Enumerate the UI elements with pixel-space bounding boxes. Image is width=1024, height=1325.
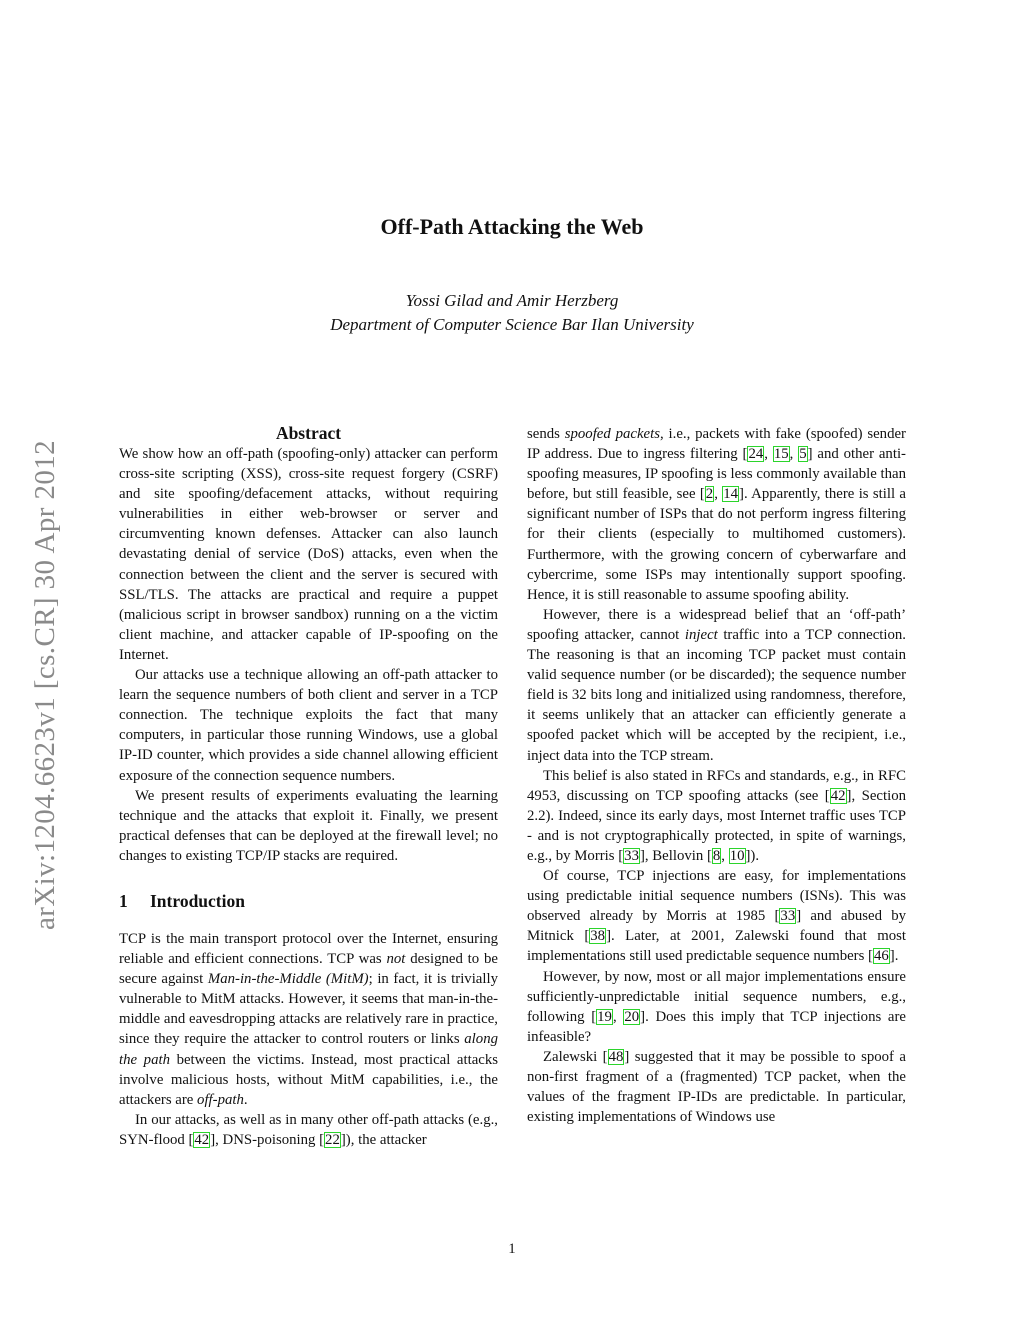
affiliation: Department of Computer Science Bar Ilan University	[330, 315, 694, 334]
citation-link[interactable]: 24	[748, 446, 764, 463]
arxiv-stamp: arXiv:1204.6623v1 [cs.CR] 30 Apr 2012	[29, 439, 61, 930]
right-column	[527, 424, 906, 1127]
body-paragraph-2: However, there is a widespread belief that an ‘off-path’ spoofing attacker, cannot inject traffic into a TCP connection. The reasoning is that an incoming TCP packet must contain valid sequence number (or be discarded); the sequence number field is 32 bits long and initialized using randomness, therefore, it seems unlikely that an attacker can efficiently generate a spoofed packet which will be accepted by the recipient, i.e., inject data into the TCP stream.	[527, 606, 906, 764]
author-block	[0, 289, 1024, 337]
citation-link[interactable]: 33	[624, 847, 639, 864]
page-number: 1	[508, 1241, 516, 1257]
section-heading-introduction	[119, 890, 498, 912]
citation-link[interactable]: 42	[830, 787, 846, 804]
citation-link[interactable]: 19	[597, 1008, 612, 1025]
citation-link[interactable]: 5	[799, 446, 807, 463]
body-paragraph-4: Of course, TCP injections are easy, for implementations using predictable initial sequence numbers (ISNs). This was observed already by Morris at 1985 [33] and abused by Mitnick [38]. Later, at 2001, Zalewski found that most implementations still used predictable sequence numbers [46].	[527, 868, 906, 965]
citation-link[interactable]: 8	[712, 847, 721, 864]
body-paragraph-1: sends spoofed packets, i.e., packets with fake (spoofed) sender IP address. Due to ingress filtering [24, 15, 5] and other anti-spoofing measures, IP spoofing is less commonly available than before, but still feasible, see [2, 14]. Apparently, there is still a significant number of ISPs that do not perform ingress filtering for their clients (especially to multihomed customers). Furthermore, with the growing concern of cyberwarfare and cybercrime, some ISPs may intentionally support spoofing. Hence, it is still reasonable to assume spoofing ability.	[527, 426, 906, 603]
body-paragraph-5: However, by now, most or all major implementations ensure sufficiently-unpredictable initial sequence numbers, e.g., following [19, 20]. Does this imply that TCP injections are infeasible?	[527, 968, 906, 1045]
citation-link[interactable]: 20	[624, 1008, 640, 1025]
abstract-paragraph-3: We present results of experiments evaluating the learning technique and the attacks that exploit it. Finally, we present practical defenses that can be deployed at the firewall level; no changes to existing TCP/IP stacks are required.	[119, 787, 498, 864]
citation-link[interactable]: 15	[773, 446, 789, 463]
citation-link[interactable]: 48	[608, 1048, 624, 1065]
citation-link[interactable]: 46	[874, 948, 889, 965]
section-title: Introduction	[150, 890, 245, 911]
citation-link[interactable]: 2	[705, 486, 714, 503]
left-column	[119, 422, 498, 1150]
intro-paragraph-2: In our attacks, as well as in many other off-path attacks (e.g., SYN-flood [42], DNS-poisoning [22]), the attacker	[119, 1111, 498, 1148]
abstract-paragraph-1: We show how an off-path (spoofing-only) attacker can perform cross-site scripting (XSS), cross-site request forgery (CSRF) and site spoofing/defacement attacks, without requiring vulnerabilities in either web-browser or server and circumventing known defenses. Attacker can also launch devastating denial of service (DoS) attacks, even when the connection between the client and the server is secured with SSL/TLS. The attacks are practical and require a puppet (malicious script in browser sandbox) running on a the victim client machine, and attacker capable of IP-spoofing on the Internet.	[119, 446, 498, 663]
abstract-heading: Abstract	[275, 423, 342, 443]
section-number: 1	[119, 890, 128, 911]
citation-link[interactable]: 38	[590, 928, 606, 945]
citation-link[interactable]: 22	[325, 1131, 340, 1148]
paper-title: Off-Path Attacking the Web	[380, 214, 644, 239]
authors: Yossi Gilad and Amir Herzberg	[405, 291, 619, 310]
citation-link[interactable]: 10	[729, 847, 745, 864]
citation-link[interactable]: 33	[780, 908, 796, 925]
body-paragraph-6: Zalewski [48] suggested that it may be possible to spoof a non-first fragment of a (fragmented) TCP packet, when the values of the fragment IP-IDs are predictable. In particular, existing implementations of Windows use	[527, 1048, 906, 1126]
citation-link[interactable]: 14	[723, 486, 739, 503]
abstract-paragraph-2: Our attacks use a technique allowing an off-path attacker to learn the sequence numbers of both client and server in a TCP connection. The technique exploits the fact that many computers, in particular those running Windows, use a global IP-ID counter, which provides a side channel allowing efficient exposure of the connection sequence numbers.	[119, 667, 498, 784]
intro-paragraph-1: TCP is the main transport protocol over the Internet, ensuring reliable and efficient connections. TCP was not designed to be secure against Man-in-the-Middle (MitM); in fact, it is trivially vulnerable to MitM attacks. However, it seems that man-in-the-middle and eavesdropping attacks are relatively rare in practice, since they require the attacker to control routers or links along the path between the victims. Instead, most practical attacks involve malicious hosts, without MitM capabilities, i.e., the attackers are off-path.	[119, 930, 498, 1108]
body-paragraph-3: This belief is also stated in RFCs and standards, e.g., in RFC 4953, discussing on TCP spoofing attacks (see [42], Section 2.2). Indeed, since its early days, most Internet traffic uses TCP - and is not cryptographically protected, in spite of warnings, e.g., by Morris [33], Bellovin [8, 10]).	[527, 767, 906, 864]
citation-link[interactable]: 42	[194, 1131, 210, 1148]
